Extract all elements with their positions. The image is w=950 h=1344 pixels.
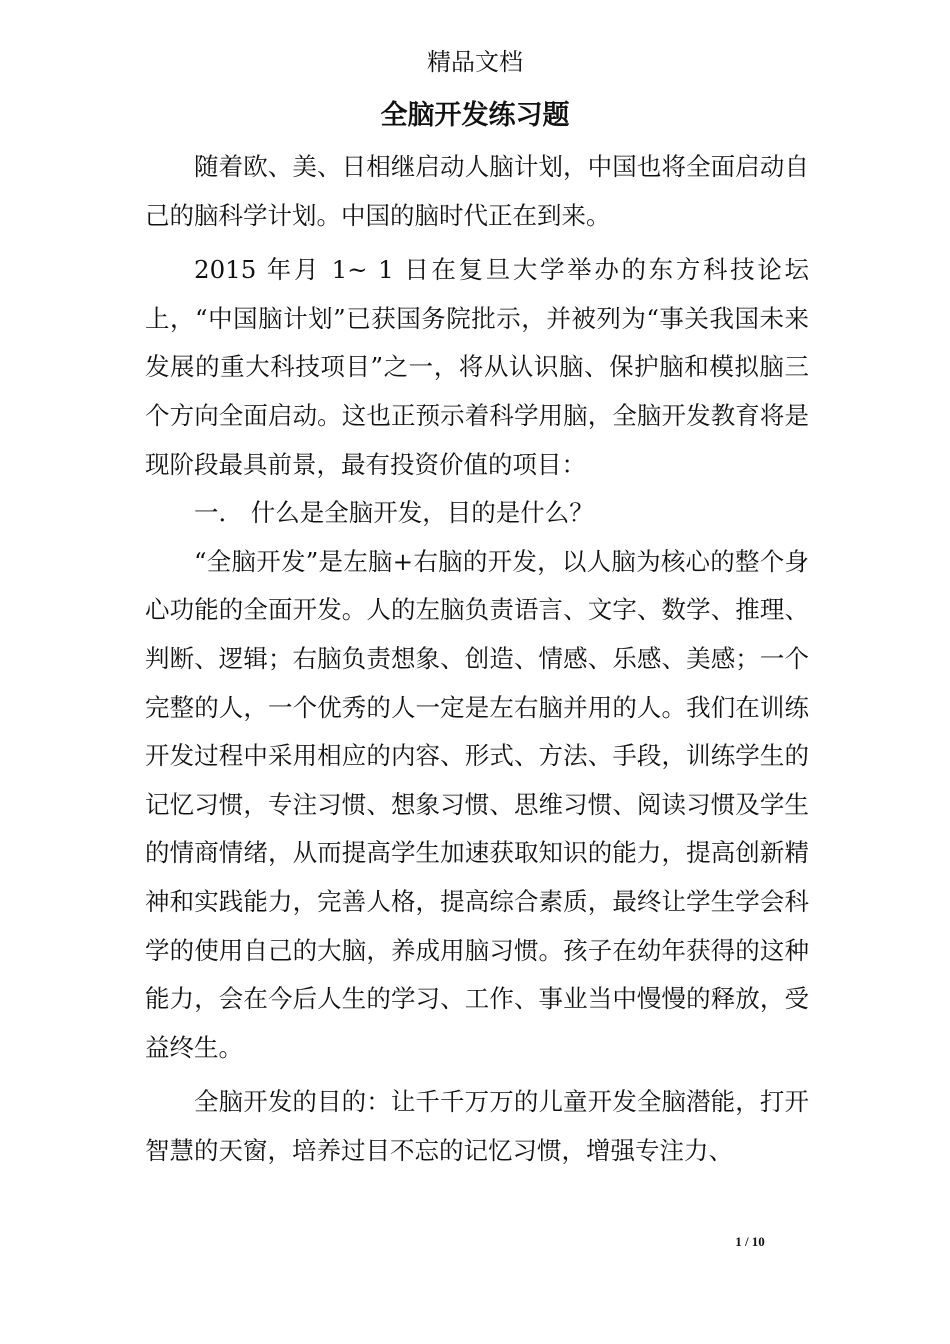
document-title: 全脑开发练习题 (380, 100, 570, 131)
page-number: 1 / 10 (735, 1234, 765, 1249)
document-body (145, 143, 809, 1175)
page-header: 精品文档 (427, 48, 523, 76)
paragraph-brain-plan: 2015 年月 1~ 1 日在复旦大学举办的东方科技论坛上，“中国脑计划”已获国务院批示，并被列为“事关我国未来发展的重大科技项目”之一，将从认识脑、保护脑和模拟脑三个方向全面启动。这也正预示着科学用脑，全脑开发教育将是现阶段最具前景，最有投资价值的项目： (145, 255, 809, 479)
paragraph-intro: 随着欧、美、日相继启动人脑计划，中国也将全面启动自己的脑科学计划。中国的脑时代正在到来。 (145, 152, 809, 230)
paragraph-purpose: 全脑开发的目的：让千千万万的儿童开发全脑潜能，打开智慧的天窗，培养过目不忘的记忆习惯，增强专注力、 (145, 1087, 809, 1165)
section-heading-1: 一． 什么是全脑开发，目的是什么？ (194, 498, 594, 528)
paragraph-definition: “全脑开发”是左脑+右脑的开发，以人脑为核心的整个身心功能的全面开发。人的左脑负责语言、文字、数学、推理、判断、逻辑；右脑负责想象、创造、情感、乐感、美感；一个完整的人，一个优秀的人一定是左右脑并用的人。我们在训练开发过程中采用相应的内容、形式、方法、手段，训练学生的记忆习惯，专注习惯、想象习惯、思维习惯、阅读习惯及学生的情商情绪，从而提高学生加速获取知识的能力，提高创新精神和实践能力，完善人格，提高综合素质，最终让学生学会科学的使用自己的大脑，养成用脑习惯。孩子在幼年获得的这种能力，会在今后人生的学习、工作、事业当中慢慢的释放，受益终生。 (145, 546, 809, 1062)
